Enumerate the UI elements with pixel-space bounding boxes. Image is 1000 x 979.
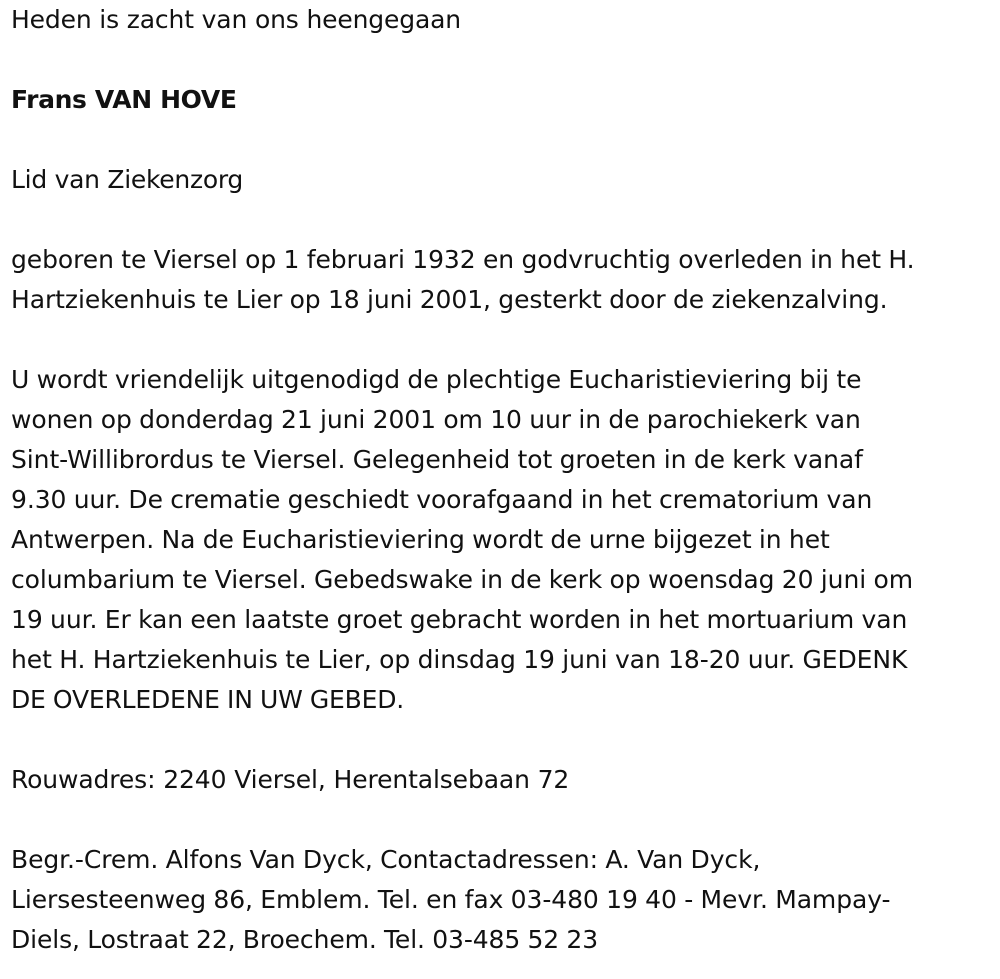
deceased-name: Frans VAN HOVE <box>11 85 237 114</box>
spacer <box>11 40 996 80</box>
paragraph-line: DE OVERLEDENE IN UW GEBED. <box>11 685 405 714</box>
spacer <box>11 720 996 760</box>
paragraph-line: 19 uur. Er kan een laatste groet gebracht worden in het mortuarium van <box>11 605 908 634</box>
spacer <box>11 800 996 840</box>
spacer <box>11 120 996 160</box>
paragraph-line: 9.30 uur. De crematie geschiedt voorafgaand in het crematorium van <box>11 485 873 514</box>
contact-paragraph <box>11 840 996 960</box>
paragraph-line: U wordt vriendelijk uitgenodigd de plechtige Eucharistieviering bij te <box>11 365 862 394</box>
paragraph-line: Antwerpen. Na de Eucharistieviering wordt de urne bijgezet in het <box>11 525 830 554</box>
intro-line: Heden is zacht van ons heengegaan <box>11 5 461 34</box>
birth-death-paragraph <box>11 240 996 320</box>
paragraph-line: Liersesteenweg 86, Emblem. Tel. en fax 03-480 19 40 - Mevr. Mampay- <box>11 885 891 914</box>
paragraph-line: Diels, Lostraat 22, Broechem. Tel. 03-485 52 23 <box>11 925 599 954</box>
paragraph-line: wonen op donderdag 21 juni 2001 om 10 uur in de parochiekerk van <box>11 405 861 434</box>
spacer <box>11 200 996 240</box>
paragraph-line: geboren te Viersel op 1 februari 1932 en godvruchtig overleden in het H. <box>11 245 915 274</box>
ceremony-paragraph <box>11 360 996 720</box>
paragraph-line: columbarium te Viersel. Gebedswake in de kerk op woensdag 20 juni om <box>11 565 913 594</box>
spacer <box>11 320 996 360</box>
paragraph-line: Sint-Willibrordus te Viersel. Gelegenheid tot groeten in de kerk vanaf <box>11 445 863 474</box>
paragraph-line: het H. Hartziekenhuis te Lier, op dinsdag 19 juni van 18-20 uur. GEDENK <box>11 645 908 674</box>
death-notice <box>11 0 996 960</box>
mourning-address: Rouwadres: 2240 Viersel, Herentalsebaan 72 <box>11 765 570 794</box>
membership-line: Lid van Ziekenzorg <box>11 165 243 194</box>
paragraph-line: Begr.-Crem. Alfons Van Dyck, Contactadressen: A. Van Dyck, <box>11 845 761 874</box>
paragraph-line: Hartziekenhuis te Lier op 18 juni 2001, gesterkt door de ziekenzalving. <box>11 285 888 314</box>
